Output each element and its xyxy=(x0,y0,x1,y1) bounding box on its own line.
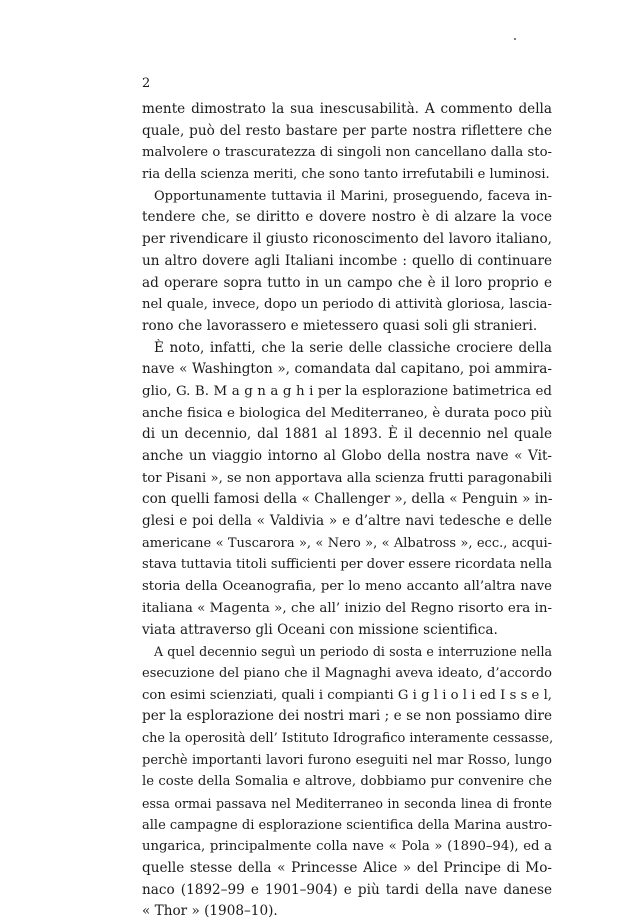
text-line: esecuzione del piano che il Magnaghi aveva ideato, d’accordo xyxy=(142,665,552,681)
text-line: glesi e poi della « Valdivia » e d’altre navi tedesche e delle xyxy=(142,513,552,530)
text-line: per la esplorazione dei nostri mari ; e se non possiamo dire xyxy=(142,708,552,725)
text-line: quelle stesse della « Princesse Alice » del Principe di Mo- xyxy=(142,860,552,877)
text-line: È noto, infatti, che la serie delle classiche crociere della xyxy=(154,339,552,356)
text-line: malvolere o trascuratezza di singoli non cancellano dalla sto- xyxy=(142,145,552,161)
text-line: americane « Tuscarora », « Nero », « Albatross », ecc., acqui- xyxy=(142,535,552,551)
text-line: quale, può del resto bastare per parte nostra riflettere che xyxy=(142,122,552,139)
text-line: storia della Oceanografia, per lo meno accanto all’altra nave xyxy=(142,579,552,595)
text-line: A quel decennio seguì un periodo di sosta e interruzione nella xyxy=(154,644,552,660)
text-line: perchè importanti lavori furono eseguiti nel mar Rosso, lungo xyxy=(142,752,552,768)
text-line: tendere che, se diritto e dovere nostro è di alzare la voce xyxy=(142,209,552,226)
text-line: stava tuttavia titoli sufficienti per dover essere ricordata nella xyxy=(142,557,553,573)
text-line: le coste della Somalia e altrove, dobbiamo pur convenire che xyxy=(142,774,552,790)
text-line: rono che lavorassero e mietessero quasi soli gli stranieri. xyxy=(142,317,538,334)
text-line: essa ormai passava nel Mediterraneo in seconda linea di fronte xyxy=(142,796,552,811)
text-line: ungarica, principalmente colla nave « Pola » (1890–94), ed a xyxy=(142,839,552,855)
text-line: per rivendicare il giusto riconoscimento del lavoro italiano, xyxy=(142,231,552,248)
text-line: di un decennio, dal 1881 al 1893. È il decennio nel quale xyxy=(142,426,552,443)
body-text xyxy=(142,99,552,923)
text-line: glio, G. B. M a g n a g h i per la esplorazione batimetrica ed xyxy=(142,383,552,399)
text-line: ad operare sopra tutto in un campo che è il loro proprio e xyxy=(142,274,552,291)
text-line: nel quale, invece, dopo un periodo di attività gloriosa, lascia- xyxy=(142,297,552,313)
text-line: anche un viaggio intorno al Globo della nostra nave « Vit- xyxy=(142,448,552,464)
text-line: un altro dovere agli Italiani incombe : quello di continuare xyxy=(142,252,552,269)
text-line: alle campagne di esplorazione scientifica della Marina austro- xyxy=(142,817,552,833)
text-line: viata attraverso gli Oceani con missione scientifica. xyxy=(142,621,498,638)
text-line: con esimi scienziati, quali i compianti G i g l i o l i ed I s s e l, xyxy=(142,687,552,703)
text-line: Opportunamente tuttavia il Marini, proseguendo, faceva in- xyxy=(154,188,552,204)
text-line: nave « Washington », comandata dal capitano, poi ammira- xyxy=(142,361,552,378)
text-line: anche fisica e biologica del Mediterraneo, è durata poco più xyxy=(142,405,552,421)
text-line: con quelli famosi della « Challenger », della « Penguin » in- xyxy=(142,491,553,508)
text-line: italiana « Magenta », che all’ inizio del Regno risorto era in- xyxy=(142,600,552,616)
text-line: « Thor » (1908–10). xyxy=(142,903,278,920)
text-line: tor Pisani », se non apportava alla scienza frutti paragonabili xyxy=(142,470,552,486)
text-line: che la operosità dell’ Istituto Idrografico interamente cessasse, xyxy=(142,730,554,746)
text-line: naco (1892–99 e 1901–904) e più tardi della nave danese xyxy=(142,881,552,898)
text-line: mente dimostrato la sua inescusabilità. A commento della xyxy=(142,101,552,117)
page-number: 2 xyxy=(142,76,151,91)
paper-speck xyxy=(514,38,516,40)
text-line: ria della scienza meriti, che sono tanto irrefutabili e luminosi. xyxy=(142,167,550,183)
